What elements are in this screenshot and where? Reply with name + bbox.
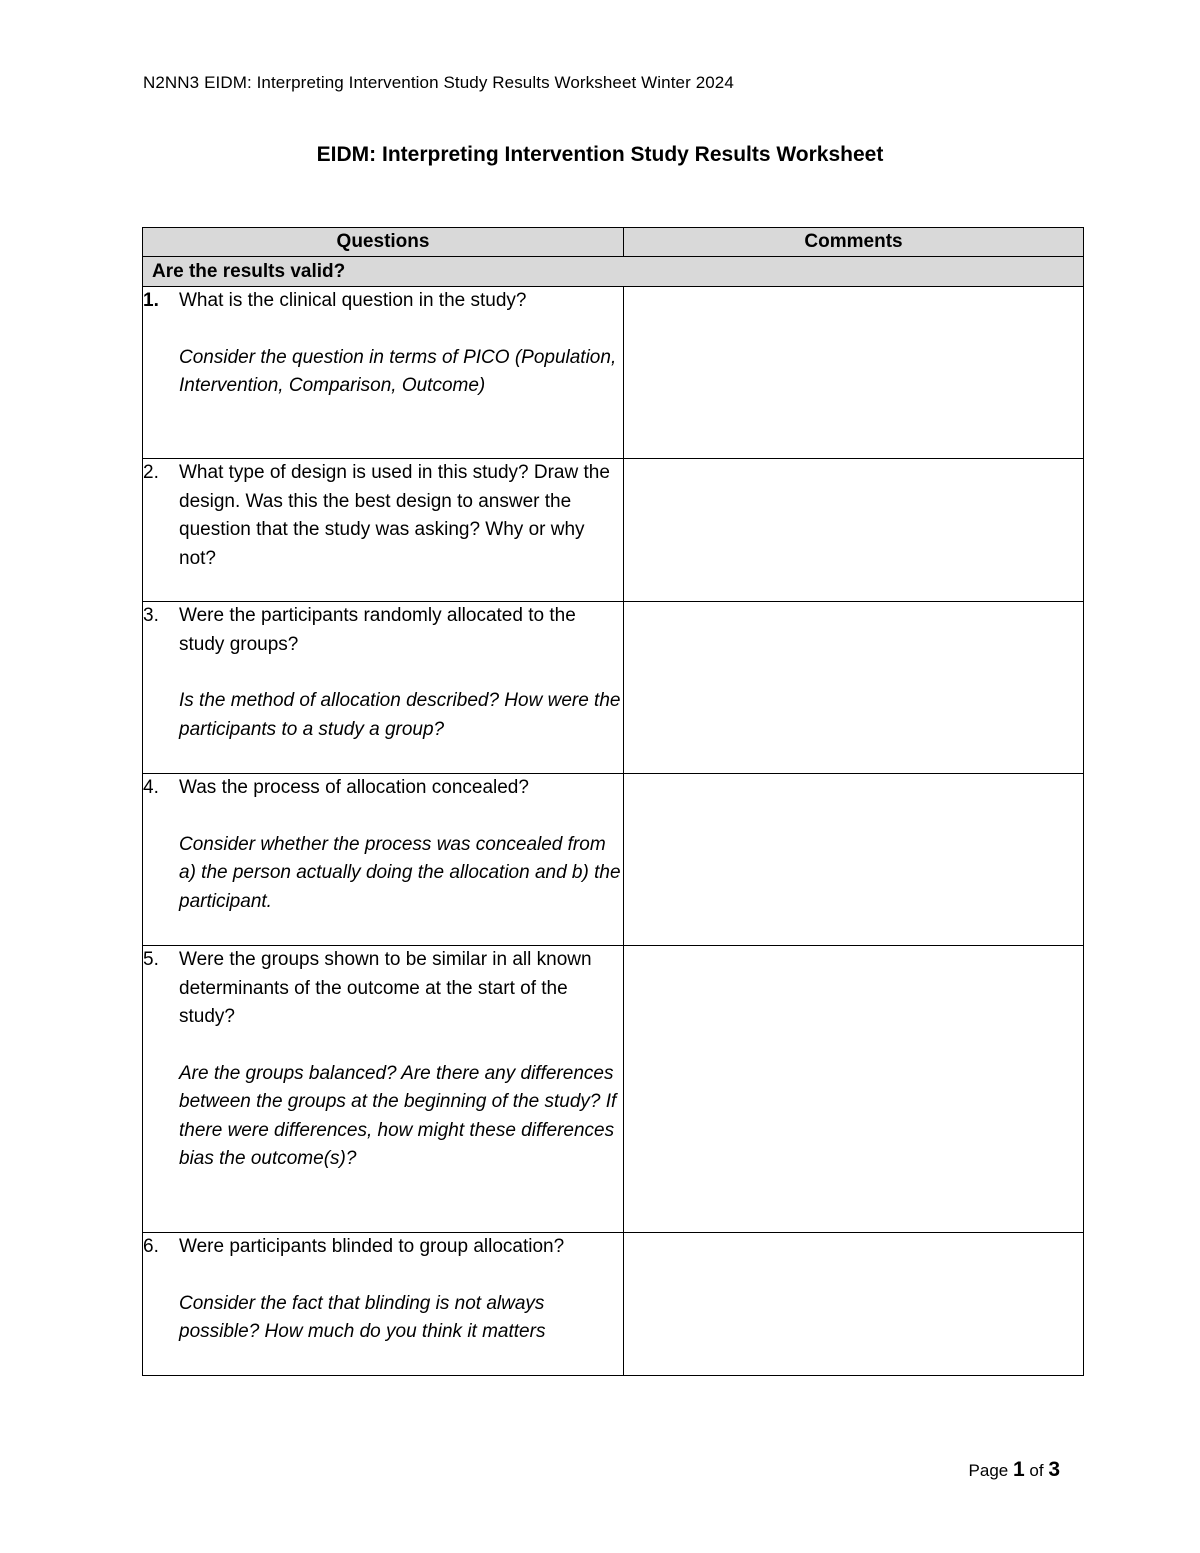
comment-cell[interactable] [624,602,1084,774]
questions-column-header: Questions [143,228,624,257]
question-number: 5. [143,949,159,970]
worksheet-table [142,227,1084,1376]
question-cell [143,602,624,774]
comment-cell[interactable] [624,459,1084,602]
question-cell [143,1233,624,1376]
question-hint: Consider the question in terms of PICO (Population, Intervention, Comparison, Outcome) [179,346,617,396]
question-text: Were the groups shown to be similar in all known determinants of the outcome at the start of the study? [179,949,592,1027]
question-text: Was the process of allocation concealed? [179,777,529,798]
question-hint: Are the groups balanced? Are there any differences between the groups at the beginning of the study? If there were differences, how might these differences bias the outcome(s)? [179,1062,617,1169]
question-cell [143,459,624,602]
page-word: Page [968,1461,1009,1480]
comment-cell[interactable] [624,946,1084,1233]
question-text: What type of design is used in this study? Draw the design. Was this the best design to answer the question that the study was asking? Why or why not? [179,462,610,569]
question-number: 2. [143,462,159,483]
table-row [143,459,1084,602]
comment-cell[interactable] [624,287,1084,459]
page-number-footer [969,1458,1060,1482]
table-row [143,287,1084,459]
question-cell [143,946,624,1233]
question-hint: Consider the fact that blinding is not always possible? How much do you think it matters [179,1292,546,1342]
comment-cell[interactable] [624,774,1084,946]
question-text: What is the clinical question in the study? [179,290,527,311]
table-row [143,946,1084,1233]
question-number: 1. [143,290,159,311]
question-number: 4. [143,777,159,798]
current-page-number: 1 [1012,1458,1025,1481]
question-cell [143,774,624,946]
table-row [143,1233,1084,1376]
question-hint: Is the method of allocation described? How were the participants to a study a group? [179,690,621,740]
total-page-count: 3 [1048,1458,1060,1481]
document-title: EIDM: Interpreting Intervention Study Results Worksheet [316,143,884,166]
question-hint: Consider whether the process was concealed from a) the person actually doing the allocation and b) the participant. [179,833,621,912]
table-row [143,774,1084,946]
question-cell [143,287,624,459]
question-number: 3. [143,605,159,626]
table-row [143,602,1084,774]
question-text: Were participants blinded to group allocation? [179,1236,565,1257]
of-word: of [1029,1461,1044,1480]
running-header: N2NN3 EIDM: Interpreting Intervention Study Results Worksheet Winter 2024 [143,73,734,92]
question-text: Were the participants randomly allocated to the study groups? [179,605,576,655]
question-number: 6. [143,1236,159,1257]
section-row [143,257,1084,287]
comments-column-header: Comments [624,228,1084,257]
section-heading: Are the results valid? [143,257,1084,287]
table-header-row [143,228,1084,257]
comment-cell[interactable] [624,1233,1084,1376]
